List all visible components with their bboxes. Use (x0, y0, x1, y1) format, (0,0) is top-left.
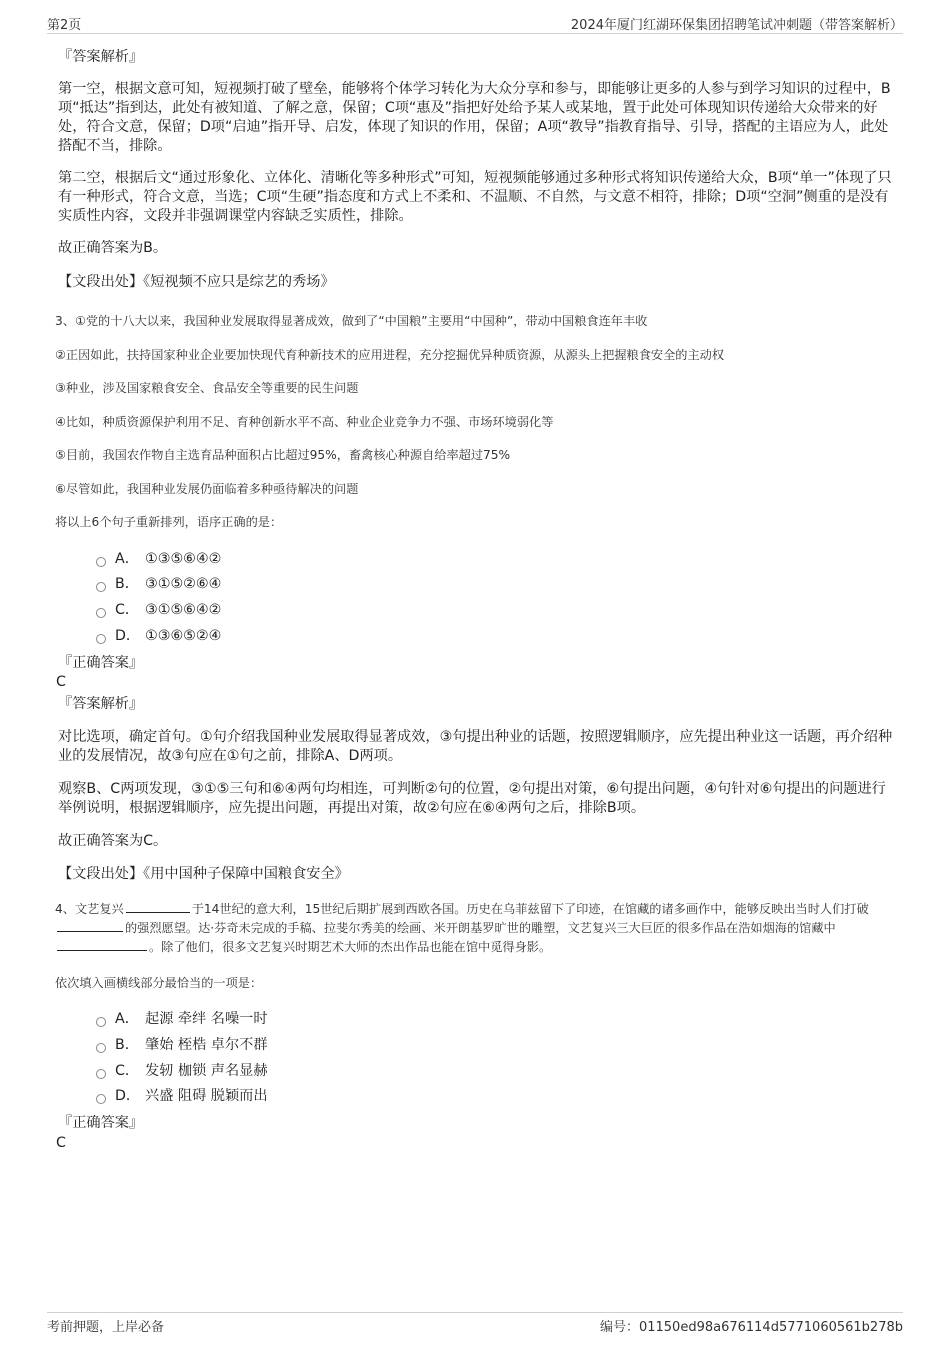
q4-blank-2 (57, 920, 123, 932)
radio-icon[interactable] (96, 1017, 106, 1027)
q3-answer: C (56, 674, 66, 690)
q2-conclusion: 故正确答案为B。 (58, 240, 168, 256)
q4-stem-part-3: 的强烈愿望。达·芬奇未完成的手稿、拉斐尔秀美的绘画、米开朗基罗旷世的雕塑，文艺复兴三大巨匠的很多作品在浩如烟海的馆藏中 (125, 921, 836, 935)
option-key: C． (115, 602, 140, 618)
option-text: ①③⑤⑥④② (145, 551, 222, 567)
q3-answer-label: 『正确答案』 (58, 655, 144, 671)
page-header (47, 14, 903, 34)
q2-analysis-paragraph-2: 第二空，根据后文“通过形象化、立体化、清晰化等多种形式”可知，短视频能够通过多种形式将知识传递给大众，B项“单一”体现了只有一种形式，符合文意，当选；C项“生硬”指态度和方式上不柔和、不温顺、不自然，与文意不相符，排除；D项“空洞”侧重的是没有实质性内容，文段并非强调课堂内容缺乏实质性，排除。 (58, 170, 892, 224)
document-title: 2024年厦门红湖环保集团招聘笔试冲刺题（带答案解析） (570, 18, 903, 33)
q4-answer: C (56, 1135, 66, 1151)
page-number: 第2页 (47, 18, 82, 33)
q3-sentence-5: ⑤目前，我国农作物自主选育品种面积占比超过95%，畜禽核心种源自给率超过75% (55, 448, 511, 462)
q3-option-b[interactable] (96, 575, 221, 594)
q4-answer-label: 『正确答案』 (58, 1115, 144, 1131)
option-text: ①③⑥⑤②④ (145, 628, 222, 644)
q2-analysis-paragraph-1: 第一空，根据文意可知，短视频打破了壁垒，能够将个体学习转化为大众分享和参与，即能够让更多的人参与到学习知识的过程中，B项“抵达”指到达，此处有被知道、了解之意，保留；C项“惠及”指把好处给予某人或某地，置于此处可体现知识传递给大众带来的好处，符合文意，保留；D项“启迪”指开导、启发，体现了知识的作用，保留；A项“教导”指教育指导、引导，搭配的主语应为人，此处搭配不当，排除。 (58, 81, 891, 154)
q4-prompt: 依次填入画横线部分最恰当的一项是： (55, 976, 263, 990)
option-text: ③①⑤⑥④② (145, 602, 222, 618)
q3-analysis-label: 『答案解析』 (58, 696, 144, 712)
q4-stem (55, 900, 895, 957)
radio-icon[interactable] (96, 582, 106, 592)
q3-analysis-paragraph-1: 对比选项，确定首句。①句介绍我国种业发展取得显著成效，③句提出种业的话题，按照逻辑顺序，应先提出种业这一话题，再介绍种业的发展情况，故③句应在①句之前，排除A、D两项。 (58, 729, 893, 764)
q3-sentence-6: ⑥尽管如此，我国种业发展仍面临着多种亟待解决的问题 (55, 482, 359, 496)
option-key: D． (115, 1088, 141, 1104)
q3-option-d[interactable] (96, 627, 221, 646)
radio-icon[interactable] (96, 608, 106, 618)
option-key: D． (115, 628, 141, 644)
q3-analysis-paragraph-2: 观察B、C两项发现，③①⑤三句和⑥④两句均相连，可判断②句的位置，②句提出对策，⑥句提出问题，④句针对⑥句提出的问题进行举例说明，根据逻辑顺序，应先提出问题，再提出对策，故②句应在⑥④两句之后，排除B项。 (58, 781, 886, 816)
option-key: B． (115, 1037, 139, 1053)
q3-sentence-3: ③种业，涉及国家粮食安全、食品安全等重要的民生问题 (55, 381, 359, 395)
q2-source: 【文段出处】《短视频不应只是综艺的秀场》 (58, 274, 335, 290)
q3-option-c[interactable] (96, 601, 221, 620)
q3-prompt: 将以上6个句子重新排列，语序正确的是： (55, 515, 283, 529)
q3-option-a[interactable] (96, 550, 221, 569)
q3-conclusion: 故正确答案为C。 (58, 833, 168, 849)
q4-stem-part-1: 4、文艺复兴 (55, 902, 124, 916)
option-key: A． (115, 1011, 139, 1027)
option-text: ③①⑤②⑥④ (145, 576, 222, 592)
radio-icon[interactable] (96, 1094, 106, 1104)
q4-blank-1 (126, 901, 190, 913)
q3-sentence-4: ④比如，种质资源保护利用不足、育种创新水平不高、种业企业竞争力不强、市场环境弱化等 (55, 415, 554, 429)
page-footer (47, 1312, 903, 1334)
q4-stem-part-2: 于14世纪的意大利，15世纪后期扩展到西欧各国。历史在乌菲兹留下了印迹，在馆藏的诸多画作中，能够反映出当时人们打破 (191, 902, 869, 916)
q3-sentence-2: ②正因如此，扶持国家种业企业要加快现代育种新技术的应用进程，充分挖掘优异种质资源，从源头上把握粮食安全的主动权 (55, 348, 725, 362)
q4-option-d[interactable] (96, 1087, 268, 1106)
footer-serial-number: 编号：01150ed98a676114d5771060561b278b (599, 1320, 903, 1335)
q3-source: 【文段出处】《用中国种子保障中国粮食安全》 (58, 866, 349, 882)
q4-option-b[interactable] (96, 1036, 268, 1055)
q2-analysis-label: 『答案解析』 (58, 49, 144, 65)
radio-icon[interactable] (96, 557, 106, 567)
option-key: A． (115, 551, 139, 567)
option-text: 发轫 枷锁 声名显赫 (145, 1063, 268, 1079)
radio-icon[interactable] (96, 1043, 106, 1053)
option-key: B． (115, 576, 139, 592)
radio-icon[interactable] (96, 1069, 106, 1079)
q3-sentence-1: 3、①党的十八大以来，我国种业发展取得显著成效，做到了“中国粮”主要用“中国种”，带动中国粮食连年丰收 (55, 314, 648, 328)
q4-option-c[interactable] (96, 1062, 268, 1081)
option-text: 起源 牵绊 名噪一时 (145, 1011, 268, 1027)
option-text: 肇始 桎梏 卓尔不群 (145, 1037, 268, 1053)
q4-blank-3 (57, 939, 147, 951)
radio-icon[interactable] (96, 634, 106, 644)
option-key: C． (115, 1063, 140, 1079)
footer-slogan: 考前押题，上岸必备 (47, 1320, 165, 1335)
option-text: 兴盛 阻碍 脱颖而出 (145, 1088, 268, 1104)
q4-option-a[interactable] (96, 1010, 268, 1029)
q4-stem-part-4: 。除了他们，很多文艺复兴时期艺术大师的杰出作品也能在馆中觅得身影。 (149, 940, 552, 954)
